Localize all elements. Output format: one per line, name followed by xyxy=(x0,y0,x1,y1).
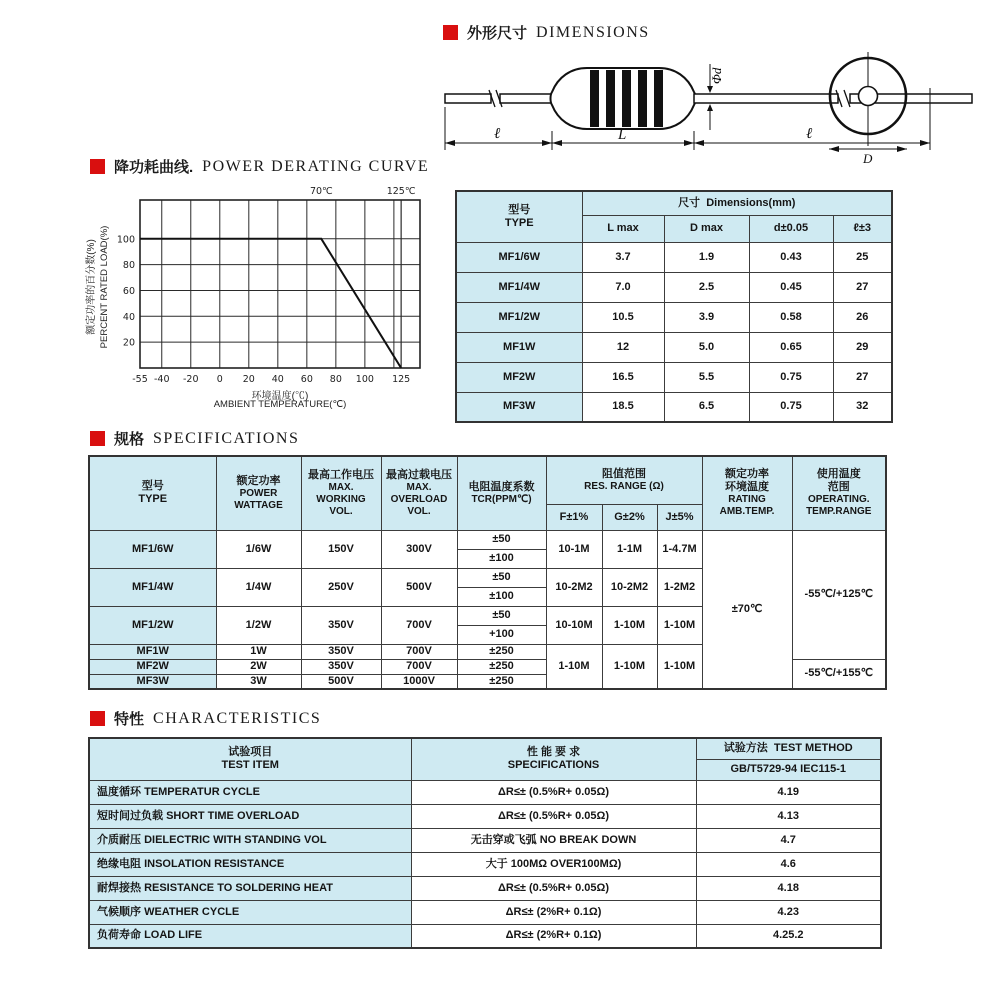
char-method: 4.13 xyxy=(696,804,881,828)
dim-type: MF3W xyxy=(456,392,582,422)
dim-cell: 5.5 xyxy=(664,362,749,392)
dim-cell: 18.5 xyxy=(582,392,664,422)
table-row xyxy=(89,900,881,924)
spec-cell: +100 xyxy=(457,625,546,644)
specifications-title-cn: 规格 xyxy=(114,431,145,448)
table-row xyxy=(89,828,881,852)
table-row xyxy=(456,362,892,392)
dim-cell: 1.9 xyxy=(664,242,749,272)
char-item: 温度循环 TEMPERATUR CYCLE xyxy=(89,780,411,804)
spec-cell: 250V xyxy=(301,568,381,606)
red-square-icon xyxy=(90,711,105,726)
dimensions-title-en: DIMENSIONS xyxy=(536,23,650,41)
derating-x-label-cn: 环境温度(℃) xyxy=(251,391,309,402)
dim-cell: 2.5 xyxy=(664,272,749,302)
spec-cell: 700V xyxy=(381,644,457,659)
derating-x-label-en: AMBIENT TEMPERATURE(℃) xyxy=(213,399,347,410)
char-method: 4.6 xyxy=(696,852,881,876)
dim-header-dmax: D max xyxy=(664,215,749,242)
table-row xyxy=(89,780,881,804)
svg-text:100: 100 xyxy=(116,234,135,246)
spec-cell: 350V xyxy=(301,659,381,674)
dim-type: MF1/4W xyxy=(456,272,582,302)
char-header-spec: 性 能 要 求 SPECIFICATIONS xyxy=(411,738,696,780)
char-item: 负荷寿命 LOAD LIFE xyxy=(89,924,411,948)
specifications-title-en: SPECIFICATIONS xyxy=(153,429,300,447)
resistor-left-lead xyxy=(445,90,552,107)
spec-type: MF1/2W xyxy=(89,606,216,644)
char-item: 介质耐压 DIELECTRIC WITH STANDING VOL xyxy=(89,828,411,852)
spec-header-res-range: 阻值范围 RES. RANGE (Ω) xyxy=(546,456,702,504)
svg-text:20: 20 xyxy=(122,337,135,349)
right-lead-length-label: ℓ xyxy=(806,126,813,142)
dim-cell: 27 xyxy=(833,362,892,392)
spec-cell: 10-1M xyxy=(546,530,602,568)
dim-cell: 26 xyxy=(833,302,892,332)
spec-cell: 1-10M xyxy=(602,644,657,689)
derating-y-label-cn: 额定功率的百分数(%) xyxy=(86,239,97,335)
red-square-icon xyxy=(443,25,458,40)
char-spec: ΔR≤± (2%R+ 0.1Ω) xyxy=(411,924,696,948)
dim-header-lead: ℓ±3 xyxy=(833,215,892,242)
left-lead-length-label: ℓ xyxy=(494,126,501,142)
spec-cell: 500V xyxy=(381,568,457,606)
svg-text:70℃: 70℃ xyxy=(309,186,333,197)
table-row xyxy=(456,332,892,362)
spec-cell: 350V xyxy=(301,644,381,659)
svg-text:100: 100 xyxy=(355,374,374,385)
spec-cell: 1000V xyxy=(381,674,457,689)
spec-cell: 700V xyxy=(381,659,457,674)
red-square-icon xyxy=(90,159,105,174)
red-square-icon xyxy=(90,431,105,446)
spec-cell: ±250 xyxy=(457,674,546,689)
derating-section-title xyxy=(90,156,429,177)
char-spec: ΔR≤± (0.5%R+ 0.05Ω) xyxy=(411,804,696,828)
svg-text:-20: -20 xyxy=(183,374,199,385)
spec-type: MF1/4W xyxy=(89,568,216,606)
spec-cell: 1/2W xyxy=(216,606,301,644)
spec-cell: 300V xyxy=(381,530,457,568)
svg-text:-40: -40 xyxy=(153,374,170,385)
table-row xyxy=(456,272,892,302)
svg-text:-55: -55 xyxy=(132,374,148,385)
dim-cell: 29 xyxy=(833,332,892,362)
char-item: 气候顺序 WEATHER CYCLE xyxy=(89,900,411,924)
dimensions-table xyxy=(455,190,893,423)
dimensions-title-cn: 外形尺寸 xyxy=(467,25,528,42)
char-spec: ΔR≤± (2%R+ 0.1Ω) xyxy=(411,900,696,924)
spec-cell: 350V xyxy=(301,606,381,644)
dim-cell: 0.65 xyxy=(749,332,833,362)
spec-cell: 1-2M2 xyxy=(657,568,702,606)
dim-cell: 10.5 xyxy=(582,302,664,332)
spec-cell: 1-1M xyxy=(602,530,657,568)
specifications-section-title xyxy=(90,428,299,449)
spec-type: MF1W xyxy=(89,644,216,659)
dim-cell: 6.5 xyxy=(664,392,749,422)
char-method: 4.25.2 xyxy=(696,924,881,948)
table-row xyxy=(89,924,881,948)
table-row xyxy=(456,242,892,272)
spec-cell: 1-4.7M xyxy=(657,530,702,568)
char-method: 4.18 xyxy=(696,876,881,900)
dim-cell: 0.75 xyxy=(749,362,833,392)
dim-type: MF1W xyxy=(456,332,582,362)
spec-cell: 150V xyxy=(301,530,381,568)
spec-header-type: 型号 TYPE xyxy=(89,456,216,530)
svg-text:0: 0 xyxy=(216,374,223,385)
spec-header-g: G±2% xyxy=(602,504,657,530)
derating-y-label-en: PERCENT RATED LOAD(%) xyxy=(98,225,110,349)
svg-text:125℃: 125℃ xyxy=(386,186,416,197)
spec-cell: ±100 xyxy=(457,549,546,568)
dim-cell: 16.5 xyxy=(582,362,664,392)
spec-header-tcr: 电阻温度系数 TCR(PPM℃) xyxy=(457,456,546,530)
char-header-method: 试验方法 TEST METHOD xyxy=(696,738,881,759)
char-header-item: 试验项目 TEST ITEM xyxy=(89,738,411,780)
char-item: 绝缘电阻 INSOLATION RESISTANCE xyxy=(89,852,411,876)
spec-cell: 1/6W xyxy=(216,530,301,568)
dim-cell: 0.75 xyxy=(749,392,833,422)
spec-header-rating: 额定功率 环境温度 RATING AMB.TEMP. xyxy=(702,456,792,530)
svg-text:20: 20 xyxy=(242,374,255,385)
specifications-table xyxy=(88,455,887,690)
table-row xyxy=(89,852,881,876)
dimensions-section-title xyxy=(443,22,650,43)
table-row xyxy=(89,530,886,549)
spec-cell: ±50 xyxy=(457,530,546,549)
dim-header-group: 尺寸 Dimensions(mm) xyxy=(582,191,892,215)
spec-header-overload: 最高过载电压 MAX. OVERLOAD VOL. xyxy=(381,456,457,530)
dim-cell: 3.9 xyxy=(664,302,749,332)
char-method: 4.19 xyxy=(696,780,881,804)
dim-cell: 0.43 xyxy=(749,242,833,272)
svg-text:80: 80 xyxy=(329,374,342,385)
dim-cell: 12 xyxy=(582,332,664,362)
svg-text:40: 40 xyxy=(271,374,284,385)
spec-cell: 10-10M xyxy=(546,606,602,644)
dim-cell: 7.0 xyxy=(582,272,664,302)
derating-chart-svg xyxy=(94,176,430,388)
body-length-label: L xyxy=(618,127,627,143)
dim-cell: 27 xyxy=(833,272,892,302)
dim-type: MF2W xyxy=(456,362,582,392)
spec-cell: 500V xyxy=(301,674,381,689)
end-diameter-label: D xyxy=(863,151,873,166)
char-spec: ΔR≤± (0.5%R+ 0.05Ω) xyxy=(411,876,696,900)
spec-operating-range-1: -55℃/+125℃ xyxy=(792,530,886,659)
characteristics-title-en: CHARACTERISTICS xyxy=(153,709,322,727)
resistor-end-view xyxy=(829,52,907,166)
char-method: 4.7 xyxy=(696,828,881,852)
char-spec: 大于 100MΩ OVER100MΩ) xyxy=(411,852,696,876)
spec-cell: 1-10M xyxy=(657,606,702,644)
dim-cell: 32 xyxy=(833,392,892,422)
spec-cell: 2W xyxy=(216,659,301,674)
table-row xyxy=(456,302,892,332)
spec-cell: 1/4W xyxy=(216,568,301,606)
dim-type: MF1/6W xyxy=(456,242,582,272)
spec-rating-amb-temp: ±70℃ xyxy=(702,530,792,689)
spec-operating-range-2: -55℃/+155℃ xyxy=(792,659,886,689)
characteristics-title-cn: 特性 xyxy=(114,711,145,728)
spec-type: MF1/6W xyxy=(89,530,216,568)
svg-text:40: 40 xyxy=(122,311,135,323)
spec-header-operating: 使用温度 范围 OPERATING. TEMP.RANGE xyxy=(792,456,886,530)
spec-cell: ±250 xyxy=(457,659,546,674)
char-item: 短时间过负载 SHORT TIME OVERLOAD xyxy=(89,804,411,828)
spec-cell: 1W xyxy=(216,644,301,659)
spec-header-f: F±1% xyxy=(546,504,602,530)
spec-cell: 1-10M xyxy=(657,644,702,689)
svg-text:60: 60 xyxy=(122,285,135,297)
svg-text:80: 80 xyxy=(122,260,135,272)
dim-type: MF1/2W xyxy=(456,302,582,332)
dim-header-type: 型号 TYPE xyxy=(456,191,582,242)
derating-title-cn: 降功耗曲线. xyxy=(114,159,194,176)
dim-cell: 3.7 xyxy=(582,242,664,272)
spec-cell: ±100 xyxy=(457,587,546,606)
table-row xyxy=(456,392,892,422)
svg-text:125: 125 xyxy=(392,374,411,385)
spec-cell: ±50 xyxy=(457,568,546,587)
dim-cell: 5.0 xyxy=(664,332,749,362)
char-item: 耐焊接热 RESISTANCE TO SOLDERING HEAT xyxy=(89,876,411,900)
spec-type: MF2W xyxy=(89,659,216,674)
characteristics-table xyxy=(88,737,882,949)
spec-cell: 3W xyxy=(216,674,301,689)
spec-cell: 700V xyxy=(381,606,457,644)
svg-text:60: 60 xyxy=(300,374,313,385)
spec-cell: ±250 xyxy=(457,644,546,659)
spec-cell: 10-2M2 xyxy=(546,568,602,606)
table-row xyxy=(89,804,881,828)
dim-header-lmax: L max xyxy=(582,215,664,242)
char-header-method-std: GB/T5729-94 IEC115-1 xyxy=(696,759,881,780)
spec-header-j: J±5% xyxy=(657,504,702,530)
dim-cell: 25 xyxy=(833,242,892,272)
spec-cell: ±50 xyxy=(457,606,546,625)
dim-cell: 0.58 xyxy=(749,302,833,332)
dim-cell: 0.45 xyxy=(749,272,833,302)
spec-type: MF3W xyxy=(89,674,216,689)
spec-cell: 1-10M xyxy=(602,606,657,644)
char-method: 4.23 xyxy=(696,900,881,924)
table-row xyxy=(89,876,881,900)
spec-cell: 1-10M xyxy=(546,644,602,689)
resistor-dimension-diagram xyxy=(440,50,990,166)
lead-diameter-label: Φd xyxy=(709,67,724,84)
char-spec: 无击穿或飞弧 NO BREAK DOWN xyxy=(411,828,696,852)
characteristics-section-title xyxy=(90,708,321,729)
resistor-body xyxy=(551,68,696,129)
char-spec: ΔR≤± (0.5%R+ 0.05Ω) xyxy=(411,780,696,804)
spec-header-working: 最高工作电压 MAX. WORKING VOL. xyxy=(301,456,381,530)
derating-title-en: POWER DERATING CURVE xyxy=(202,157,430,175)
dim-header-d: d±0.05 xyxy=(749,215,833,242)
spec-cell: 10-2M2 xyxy=(602,568,657,606)
spec-header-power: 额定功率 POWER WATTAGE xyxy=(216,456,301,530)
